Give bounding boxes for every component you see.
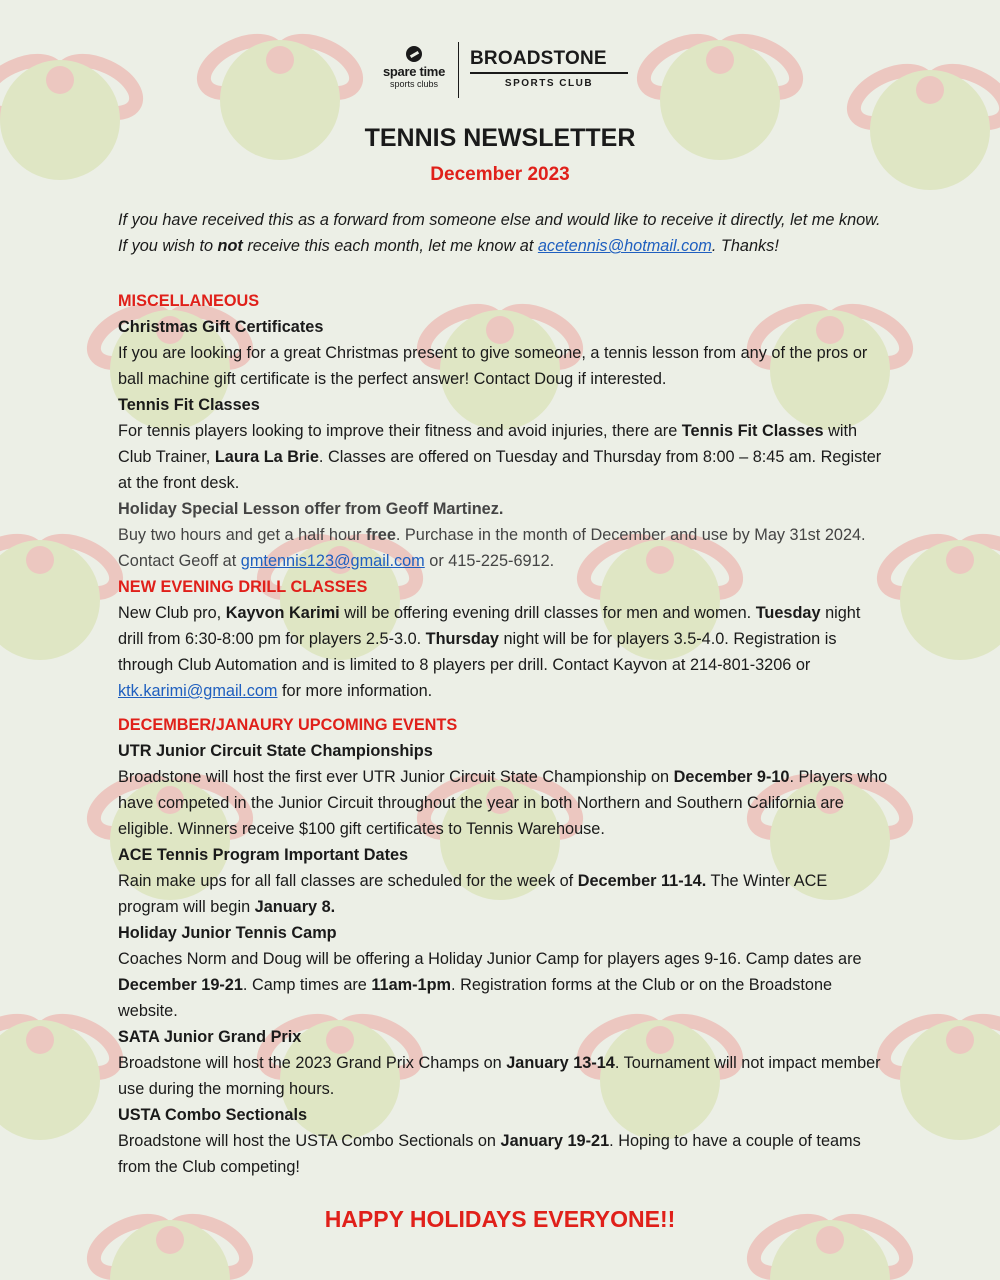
item-title-gift-certificates: Christmas Gift Certificates bbox=[118, 318, 324, 336]
section-heading-upcoming-events: DECEMBER/JANAURY UPCOMING EVENTS bbox=[118, 716, 458, 734]
section-heading-miscellaneous: MISCELLANEOUS bbox=[118, 292, 260, 310]
club-logo bbox=[372, 42, 632, 98]
item-body-holiday-lesson: Buy two hours and get a half hour free. Purchase in the month of December and use by May 31st 2024. Contact Geoff at gmtennis123@gmail.com or 415-225-6912. bbox=[118, 526, 866, 570]
holiday-greeting: HAPPY HOLIDAYS EVERYONE!! bbox=[324, 1206, 676, 1232]
item-body-drill-classes: New Club pro, Kayvon Karimi will be offering evening drill classes for men and women. Tuesday night drill from 6:30-8:00 pm for players 2.5-3.0. Thursday night will be for players 3.5-4.0. Registration is through Club Automation and is limited to 8 players per drill. Contact Kayvon at 214-801-3206 or ktk.karimi@gmail.com for more information. bbox=[118, 604, 861, 700]
item-body-sata: Broadstone will host the 2023 Grand Prix Champs on January 13-14. Tournament will not impact member use during the morning hours. bbox=[118, 1054, 881, 1098]
item-title-tennis-fit: Tennis Fit Classes bbox=[118, 396, 260, 414]
spare-time-logo-icon bbox=[406, 46, 422, 62]
item-body-camp: Coaches Norm and Doug will be offering a Holiday Junior Camp for players ages 9-16. Camp dates are December 19-21. Camp times are 11am-1pm. Registration forms at the Club or on the Broadstone website. bbox=[118, 950, 862, 1020]
item-body-usta: Broadstone will host the USTA Combo Sectionals on January 19-21. Hoping to have a couple of teams from the Club competing! bbox=[118, 1132, 861, 1176]
spare-time-brand: spare time bbox=[382, 64, 446, 79]
item-title-sata: SATA Junior Grand Prix bbox=[118, 1028, 302, 1046]
section-heading-drill-classes: NEW EVENING DRILL CLASSES bbox=[118, 578, 368, 596]
contact-email-link[interactable]: acetennis@hotmail.com bbox=[537, 237, 712, 255]
item-title-usta: USTA Combo Sectionals bbox=[118, 1106, 308, 1124]
broadstone-subtitle: SPORTS CLUB bbox=[504, 78, 594, 89]
spare-time-subtitle: sports clubs bbox=[389, 79, 439, 89]
item-title-utr: UTR Junior Circuit State Championships bbox=[118, 742, 433, 760]
item-title-holiday-lesson: Holiday Special Lesson offer from Geoff Martinez. bbox=[118, 500, 504, 518]
newsletter-body bbox=[118, 288, 888, 1180]
broadstone-brand: BROADSTONE bbox=[470, 48, 607, 69]
intro-paragraph: If you have received this as a forward from someone else and would like to receive it directly, let me know. If you wish to not receive this each month, let me know at acetennis@hotmail.com. Thanks! bbox=[118, 211, 881, 255]
logo-rule bbox=[470, 72, 628, 74]
kayvon-email-link[interactable]: ktk.karimi@gmail.com bbox=[118, 682, 278, 700]
item-title-camp: Holiday Junior Tennis Camp bbox=[118, 924, 337, 942]
item-title-ace: ACE Tennis Program Important Dates bbox=[118, 846, 409, 864]
newsletter-date: December 2023 bbox=[430, 164, 570, 185]
logo-divider bbox=[458, 42, 459, 98]
item-body-gift-certificates: If you are looking for a great Christmas present to give someone, a tennis lesson from any of the pros or ball machine gift certificate is the perfect answer! Contact Doug if interested. bbox=[118, 344, 868, 388]
item-body-utr: Broadstone will host the first ever UTR Junior Circuit State Championship on December 9-10. Players who have competed in the Junior Circuit throughout the year in both Northern and Southern California are eligible. Winners receive $100 gift certificates to Tennis Warehouse. bbox=[118, 768, 888, 838]
item-body-tennis-fit: For tennis players looking to improve their fitness and avoid injuries, there are Tennis Fit Classes with Club Trainer, Laura La Brie. Classes are offered on Tuesday and Thursday from 8:00 – 8:45 am. Register at the front desk. bbox=[118, 422, 882, 492]
item-body-ace: Rain make ups for all fall classes are scheduled for the week of December 11-14. The Winter ACE program will begin January 8. bbox=[118, 872, 828, 916]
page-title: TENNIS NEWSLETTER bbox=[364, 124, 636, 152]
geoff-email-link[interactable]: gmtennis123@gmail.com bbox=[240, 552, 425, 570]
